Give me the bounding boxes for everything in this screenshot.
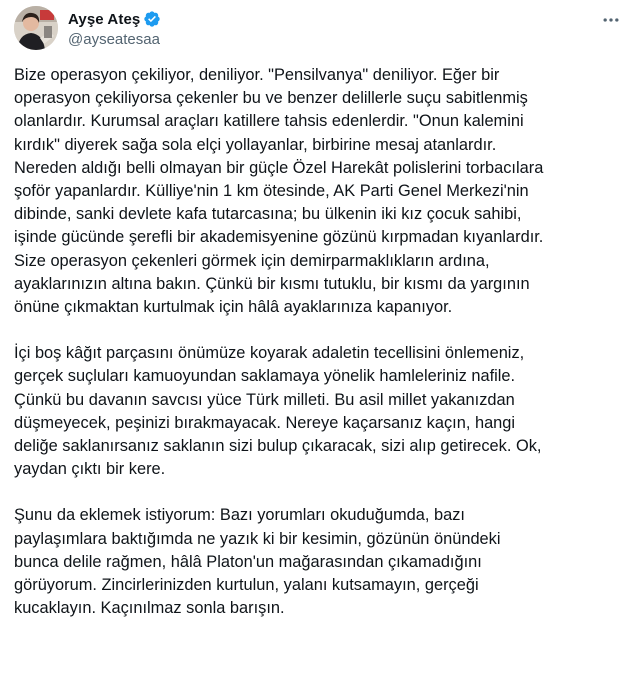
user-handle[interactable]: @ayseatesaa: [68, 31, 160, 48]
tweet-paragraph: Bize operasyon çekiliyor, deniliyor. "Pensilvanya" deniliyor. Eğer bir operasyon çekiliyorsa çekenler bu ve benzer delillerle suçu sabitlenmiş olanlardır. Kurumsal araçları katillere tahsis edenlerdir. "Onun kalemini kırdık" diyerek sağa sola elçi yollayanlar, birbirine mesaj atanlardır. Nereden aldığı belli olmayan bir güçle Özel Harekât polislerini torbacılara şoför yapanlardır. Külliye'nin 1 km ötesinde, AK Parti Genel Merkezi'nin dibinde, sanki devlete kafa tutarcasına; bu ülkenin iki kız çocuk sahibi, işinde gücünde şerefli bir akademisyenine gözünü kırpmadan kıyanlardır. Size operasyon çekenleri görmek için demirparmaklıkların ardına, ayaklarınızın altına bakın. Çünkü bir kısmı tutuklu, bir kısmı da yargının önüne çıkmaktan kurtulmak için hâlâ ayaklarınıza kapanıyor.: [14, 66, 544, 317]
profile-photo-icon: [14, 6, 58, 50]
verified-badge-icon: [143, 10, 161, 28]
tweet-header: [14, 6, 627, 54]
display-name[interactable]: Ayşe Ateş: [68, 10, 141, 28]
display-name-row: [68, 9, 161, 29]
more-horizontal-icon: [601, 10, 621, 30]
tweet-text: [14, 64, 624, 620]
tweet-paragraph: İçi boş kâğıt parçasını önümüze koyarak adaletin tecellisini önlemeniz, gerçek suçluları kamuoyundan saklamaya yönelik hamleleriniz nafile. Çünkü bu davanın savcısı yüce Türk milleti. Bu asil millet yakanızdan düşmeyecek, peşinizi bırakmayacak. Nereye kaçarsanız kaçın, hangi deliğe saklanırsanız saklanın sizi bulup çıkaracak, sizi alıp getirecek. Ok, yaydan çıktı bir kere.: [14, 344, 542, 479]
author-names: [68, 9, 161, 48]
more-options-button[interactable]: [599, 8, 623, 32]
tweet-paragraph: Şunu da eklemek istiyorum: Bazı yorumları okuduğumda, bazı paylaşımlara baktığımda ne yazık ki bir kesimin, gözünün önündeki bunca delile rağmen, hâlâ Platon'un mağarasından çıkamadığını görüyorum. Zincirlerinizden kurtulun, yalanı kutsamayın, gerçeği kucaklayın. Kaçınılmaz sonla barışın.: [14, 506, 501, 618]
avatar[interactable]: [14, 6, 58, 50]
